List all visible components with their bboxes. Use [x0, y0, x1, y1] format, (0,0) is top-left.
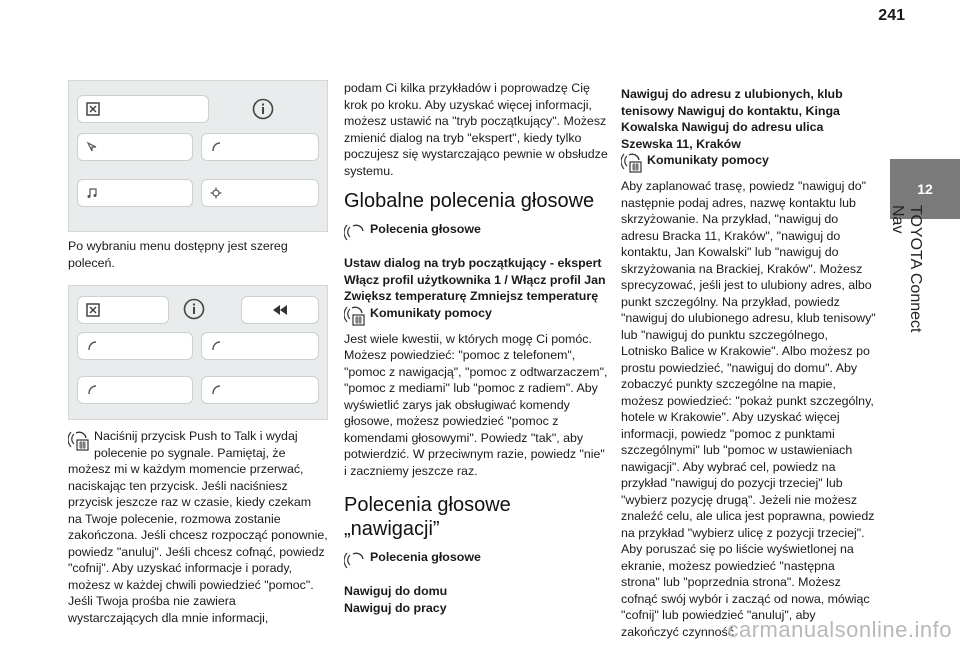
- navigation-arrow-icon: [86, 141, 98, 153]
- global-commands-list: Ustaw dialog na tryb początkujący - ekspert Włącz profil użytkownika 1 / Włącz profil Jan Zwiększ temperaturę Zmniejsz temperaturę: [344, 256, 606, 303]
- sidebar-title: TOYOTA Connect Nav: [889, 205, 924, 333]
- screen-button-phone-1: [77, 332, 193, 360]
- help-messages-label-2: [621, 152, 876, 174]
- music-note-icon: [86, 187, 98, 199]
- heading-global-commands: Globalne polecenia głosowe: [344, 190, 595, 212]
- screen-illustration-1: [68, 80, 328, 232]
- settings-icon: [210, 187, 222, 199]
- help-paragraph: Jest wiele kwestii, w których mogę Ci pomóc. Możesz powiedzieć: "pomoc z telefonem", "pomoc z nawigacją", "pomoc z odtwarzaczem", "pomoc z mediami" lub "pomoc z radiem". Aby wyświetlić zarys jak obsługiwać komendy głosowe, możesz powiedzieć "pomoc z komendami głosowymi". Powiedz "tak", aby potwierdzić. W przeciwnym razie, powiedz "nie" i zaczniemy jeszcze raz.: [344, 331, 608, 478]
- beginner-mode-paragraph: podam Ci kilka przykładów i poprowadzę Cię krok po kroku. Aby uzyskać więcej informacji, możesz ustawić na "tryb początkujący". Możesz zmienić dialog na tryb "ekspert", kiedy tylko poczujesz się wystarczająco pewnie w obsłudze systemu.: [344, 81, 608, 178]
- close-box-icon: [86, 303, 100, 317]
- voice-commands-text: Polecenia głosowe: [370, 222, 481, 236]
- phone-icon: [210, 340, 222, 352]
- voice-command-icon: [344, 221, 366, 243]
- help-messages-label-1: [344, 305, 609, 327]
- column-1: [68, 80, 328, 626]
- close-box-icon: [86, 102, 100, 116]
- help-messages-icon: [621, 152, 643, 174]
- caption-text: Po wybraniu menu dostępny jest szereg poleceń.: [68, 239, 288, 270]
- column-3: [621, 86, 876, 640]
- screen-illustration-2: [68, 285, 328, 420]
- phone-icon: [210, 141, 222, 153]
- help-messages-text: Komunikaty pomocy: [647, 153, 769, 167]
- help-messages-icon: [344, 305, 366, 327]
- chapter-tab: 12: [890, 159, 960, 219]
- rewind-icon: [271, 304, 289, 316]
- screen-button-phone-2: [201, 332, 319, 360]
- voice-commands-label-1: [344, 221, 609, 243]
- info-icon: [252, 98, 274, 120]
- info-icon: [183, 298, 205, 320]
- screen-button-phone: [201, 133, 319, 161]
- column-2: [344, 80, 609, 616]
- push-to-talk-text: Naciśnij przycisk Push to Talk i wydaj polecenie po sygnale. Pamiętaj, że możesz mi w każdym momencie przerwać, naciskając ten przycisk. Jeśli naciśniesz przycisk jeszcze raz w czasie, kiedy czekam na Twoje polecenie, rozmowa zostanie zakończona. Jeśli chcesz rozpocząć ponownie, powiedz "anuluj". Jeśli chcesz cofnąć, powiedz "cofnij". Aby uzyskać informacje i porady, możesz w każdej chwili powiedzieć "pomoc". Jeśli Twoja prośba nie zawiera wystarczających dla mnie informacji,: [68, 429, 328, 625]
- phone-icon: [86, 340, 98, 352]
- heading-navigation-commands: Polecenia głosowe „nawigacji”: [344, 494, 511, 540]
- watermark: carmanualsonline.info: [727, 617, 952, 642]
- navigation-commands-list-continued: Nawiguj do adresu z ulubionych, klub tenisowy Nawiguj do kontaktu, Kinga Kowalska Nawiguj do adresu ulica Szewska 11, Kraków: [621, 87, 843, 151]
- phone-icon: [86, 384, 98, 396]
- voice-commands-text: Polecenia głosowe: [370, 550, 481, 564]
- navigation-help-paragraph: Aby zaplanować trasę, powiedz "nawiguj do" następnie podaj adres, nazwę kontaktu lub skrzyżowanie. Na przykład, "nawiguj do adresu Bracka 11, Kraków", "nawiguj do kontaktu, Jan Kowalski" lub "nawiguj do skrzyżowania na Brackiej, Kraków". Możesz sprecyzować, jeśli jest to ulubiony adres, albo punkt szczególny. Na przykład, powiedz "nawiguj do ulubionego adresu, klub tenisowy" lub "nawiguj do punktu szczególnego, Lotnisko Balice w Krakowie". Albo możesz po prostu powiedzieć, "nawiguj do domu". Aby zobaczyć punkty szczególne na mapie, możesz powiedzieć: "pokaż punkt szczególny, hotele w Krakowie". Aby uzyskać więcej informacji, powiedz "pomoc z punktami szczególnymi" lub "pomoc w ustawieniach nawigacji". Aby wybrać cel, powiedz na przykład "nawiguj do pozycji trzeciej" lub "wybierz pozycję drugą". Jeżeli nie możesz znaleźć celu, ale ulica jest poprawna, powiedz na przykład "wybierz ulicę z pozycji trzeciej". Aby poruszać się po liście wyświetlonej na ekranie, możesz powiedzieć "następna strona" lub "poprzednia strona". Możesz cofnąć swój wybór i zacząć od nowa, mówiąc "cofnij" lub powiedzieć "anuluj", aby zakończyć czynność.: [621, 179, 876, 639]
- page-number: 241: [878, 7, 905, 24]
- phone-icon: [210, 384, 222, 396]
- screen-button-settings: [201, 179, 319, 207]
- screen-button-back: [241, 296, 319, 324]
- voice-command-icon: [344, 549, 366, 571]
- voice-commands-label-2: [344, 549, 609, 571]
- screen-button-phone-4: [201, 376, 319, 404]
- push-to-talk-icon: [68, 430, 90, 452]
- screen-button-phone-3: [77, 376, 193, 404]
- screen-button-close: [77, 296, 169, 324]
- push-to-talk-paragraph: [68, 428, 328, 626]
- navigation-commands-list: Nawiguj do domu Nawiguj do pracy: [344, 584, 448, 615]
- screen-button-music: [77, 179, 193, 207]
- screen-button-close: [77, 95, 209, 123]
- screen-button-navigation: [77, 133, 193, 161]
- help-messages-text: Komunikaty pomocy: [370, 305, 492, 320]
